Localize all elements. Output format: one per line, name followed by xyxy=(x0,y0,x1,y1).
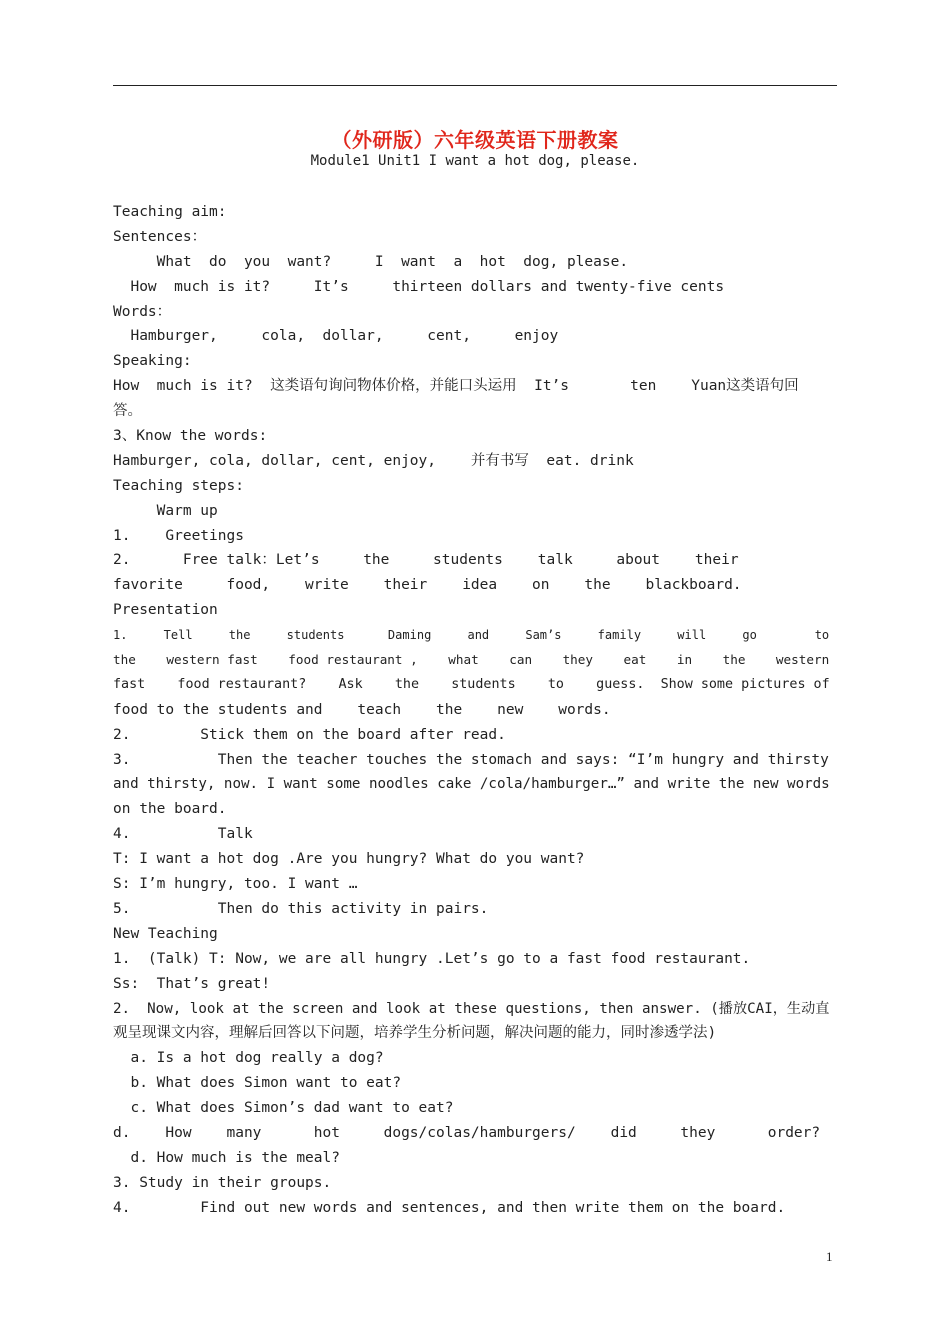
text-line: 5. Then do this activity in pairs. xyxy=(113,900,489,917)
text-line: T: I want a hot dog .Are you hungry? What do you want? xyxy=(113,851,585,868)
text-line: on the board. xyxy=(113,801,227,818)
text-line: How much is it? It’s thirteen dollars and twenty-five cents xyxy=(113,278,725,295)
text-line: and thirsty, now. I want some noodles cake /cola/hamburger…” and write the new words xyxy=(113,776,830,793)
text-line: 观呈现课文内容，理解后回答以下问题，培养学生分析问题，解决问题的能力，同时渗透学法) xyxy=(113,1025,717,1042)
text-line: d. How many hot dogs/colas/hamburgers/ did they order? xyxy=(113,1124,821,1141)
text-line: 1. Tell the students Daming and Sam’s family will go to xyxy=(113,628,830,643)
text-line: Teaching aim: xyxy=(113,204,227,220)
page-number: 1 xyxy=(826,1249,833,1264)
lesson-plan-body xyxy=(113,200,837,1221)
text-line: How much is it? 这类语句询问物体价格，并能口头运用 It’s ten Yuan这类语句回 xyxy=(113,378,799,395)
text-line: d. How much is the meal? xyxy=(113,1149,340,1166)
document-subtitle: Module1 Unit1 I want a hot dog, please. xyxy=(310,153,640,169)
text-line: Presentation xyxy=(113,602,218,619)
text-line: 1. Greetings xyxy=(113,527,244,544)
text-line: Words： xyxy=(113,303,172,320)
document-title: （外研版）六年级英语下册教案 xyxy=(331,128,619,152)
text-line: Hamburger, cola, dollar, cent, enjoy, 并有书写 eat. drink xyxy=(113,452,634,469)
text-line: c. What does Simon’s dad want to eat? xyxy=(113,1100,454,1117)
text-line: Speaking: xyxy=(113,353,192,370)
text-line: What do you want? I want a hot dog, please. xyxy=(113,253,629,270)
text-line: 3、Know the words: xyxy=(113,428,268,445)
text-line: Hamburger, cola, dollar, cent, enjoy xyxy=(113,328,559,345)
text-line: the western fast food restaurant , what can they eat in the western xyxy=(113,652,830,668)
text-line: Sentences： xyxy=(113,228,207,245)
text-line: Ss: That’s great! xyxy=(113,975,271,992)
text-line: 2. Free talk：Let’s the students talk about their xyxy=(113,552,739,569)
text-line: 1. (Talk) T: Now, we are all hungry .Let’s go to a fast food restaurant. xyxy=(113,950,751,967)
text-line: a. Is a hot dog really a dog? xyxy=(113,1050,384,1067)
text-line: b. What does Simon want to eat? xyxy=(113,1075,402,1092)
text-line: fast food restaurant? Ask the students to guess. Show some pictures of xyxy=(113,676,830,692)
header-rule xyxy=(113,85,837,86)
text-line: 3. Then the teacher touches the stomach and says: “I’m hungry and thirsty xyxy=(113,751,829,768)
text-line: Teaching steps: xyxy=(113,477,244,494)
text-line: 2. Stick them on the board after read. xyxy=(113,726,506,743)
text-line: Warm up xyxy=(113,502,218,519)
text-line: food to the students and teach the new words. xyxy=(113,701,611,718)
text-line: 4. Find out new words and sentences, and then write them on the board. xyxy=(113,1199,786,1216)
text-line: 3. Study in their groups. xyxy=(113,1174,332,1191)
text-line: S: I’m hungry, too. I want … xyxy=(113,876,358,893)
text-line: 答。 xyxy=(113,403,142,420)
text-line: 4. Talk xyxy=(113,826,253,843)
text-line: favorite food, write their idea on the blackboard. xyxy=(113,577,742,594)
text-line: New Teaching xyxy=(113,925,218,942)
text-line: 2. Now, look at the screen and look at these questions, then answer. (播放CAI，生动直 xyxy=(113,1000,830,1017)
